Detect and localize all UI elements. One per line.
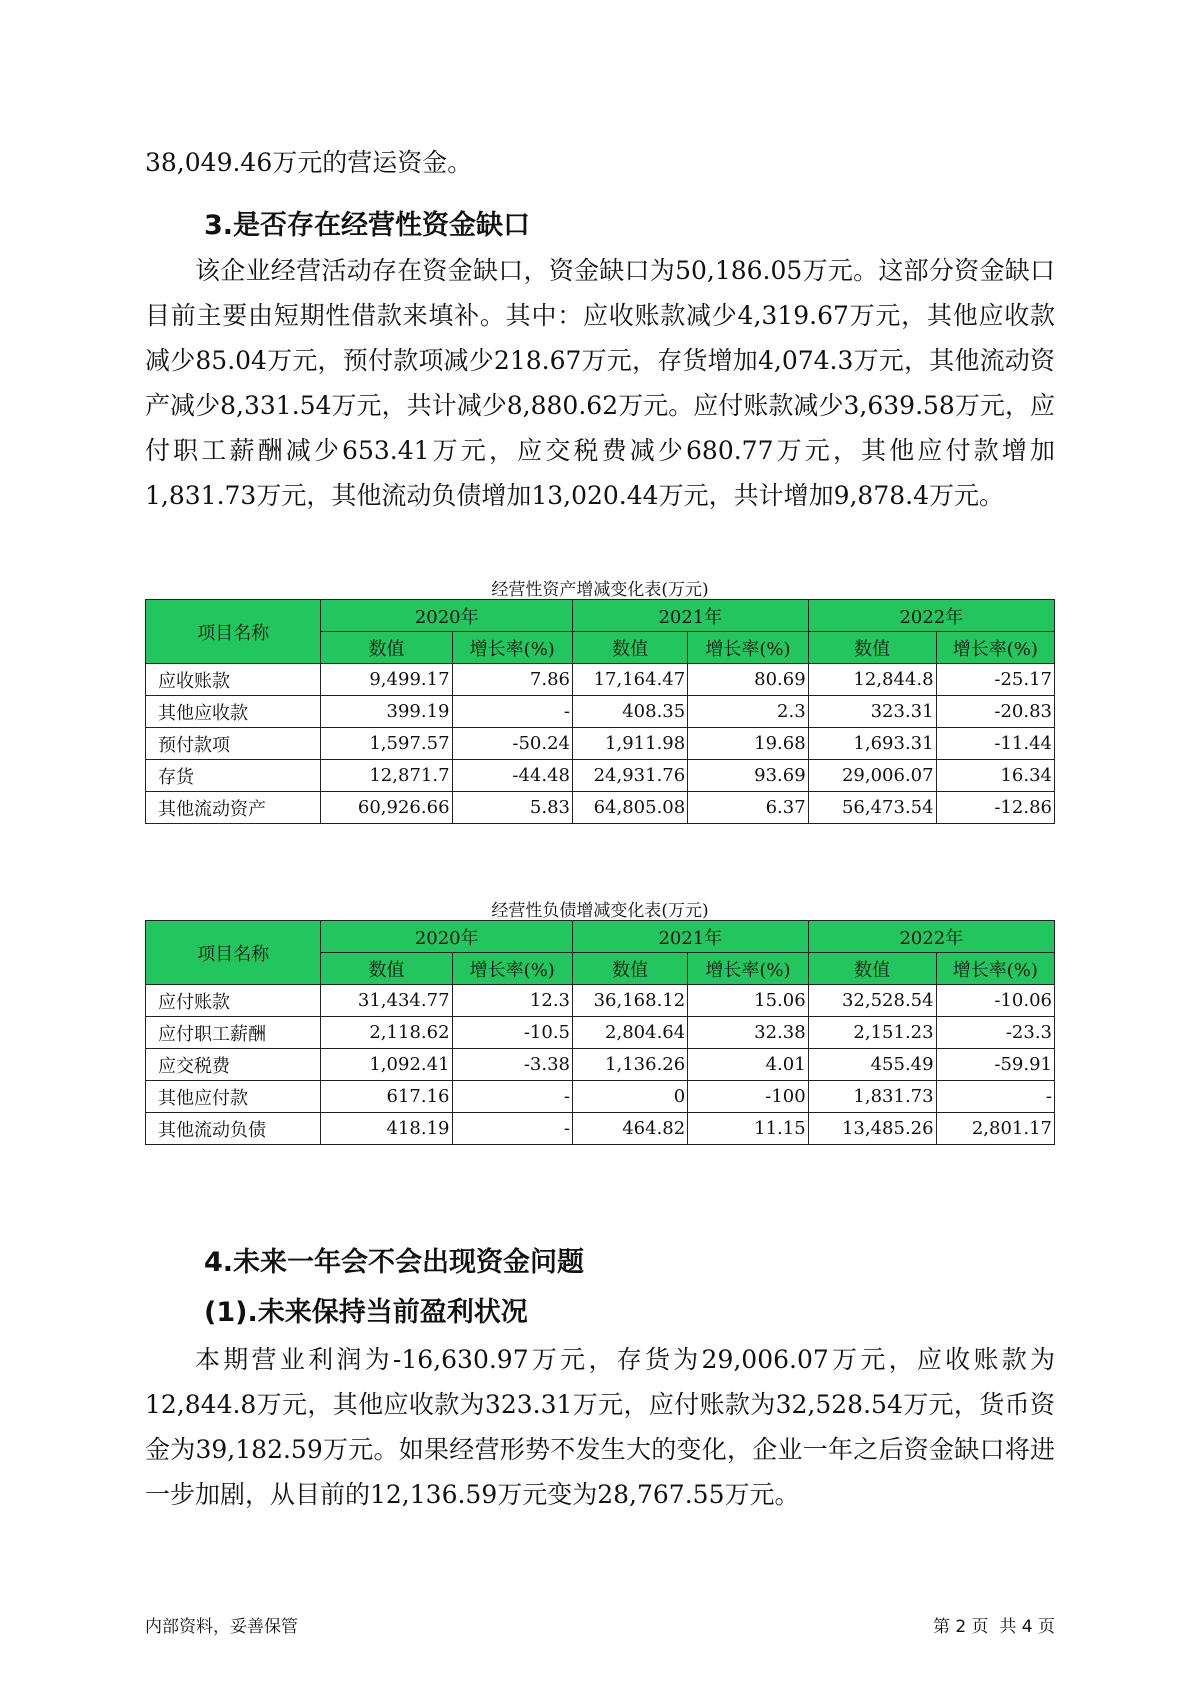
row-name: 存货	[146, 760, 321, 792]
paragraph-future-projection: 本期营业利润为-16,630.97万元，存货为29,006.07万元，应收账款为12,844.8万元，其他应收款为323.31万元，应付账款为32,528.54万元，货币资金为39,182.59万元。如果经营形势不发生大的变化，企业一年之后资金缺口将进一步加剧，从目前的12,136.59万元变为28,767.55万元。	[145, 1345, 1055, 1509]
cell-growth: -12.86	[936, 792, 1054, 824]
cell-growth: -	[452, 1081, 572, 1113]
cell-value: 32,528.54	[808, 985, 936, 1017]
row-name: 应收账款	[146, 664, 321, 696]
cell-growth: 19.68	[688, 728, 808, 760]
paragraph-working-capital: 38,049.46万元的营运资金。	[145, 148, 473, 177]
header-growth: 增长率(%)	[688, 632, 808, 664]
table-row	[146, 760, 1055, 792]
cell-value: 9,499.17	[321, 664, 452, 696]
cell-value: 1,831.73	[808, 1081, 936, 1113]
cell-value: 2,151.23	[808, 1017, 936, 1049]
cell-growth: 2.3	[688, 696, 808, 728]
heading-current-profit: (1).未来保持当前盈利状况	[204, 1297, 528, 1328]
table-row	[146, 1017, 1055, 1049]
row-name: 应付职工薪酬	[146, 1017, 321, 1049]
cell-value: 1,597.57	[321, 728, 452, 760]
table-row	[146, 792, 1055, 824]
table-row	[146, 1081, 1055, 1113]
header-value: 数值	[808, 953, 936, 985]
cell-growth: -23.3	[936, 1017, 1054, 1049]
header-growth: 增长率(%)	[688, 953, 808, 985]
header-growth: 增长率(%)	[936, 953, 1054, 985]
operating-assets-table	[145, 599, 1055, 824]
cell-growth: -	[452, 696, 572, 728]
cell-growth: 2,801.17	[936, 1113, 1054, 1145]
header-value: 数值	[573, 632, 688, 664]
table-row	[146, 728, 1055, 760]
cell-value: 31,434.77	[321, 985, 452, 1017]
cell-value: 2,804.64	[573, 1017, 688, 1049]
table-row	[146, 985, 1055, 1017]
row-name: 其他应付款	[146, 1081, 321, 1113]
cell-growth: -11.44	[936, 728, 1054, 760]
cell-value: 56,473.54	[808, 792, 936, 824]
header-item-name: 项目名称	[146, 600, 321, 664]
footer-confidential: 内部资料，妥善保管	[145, 1617, 298, 1637]
cell-value: 617.16	[321, 1081, 452, 1113]
cell-value: 17,164.47	[573, 664, 688, 696]
cell-growth: -10.06	[936, 985, 1054, 1017]
row-name: 应付账款	[146, 985, 321, 1017]
table-row	[146, 1049, 1055, 1081]
header-year-2021: 2021年	[573, 600, 809, 632]
cell-growth: 4.01	[688, 1049, 808, 1081]
cell-value: 1,092.41	[321, 1049, 452, 1081]
operating-liabilities-table	[145, 920, 1055, 1145]
table-header-row	[146, 921, 1055, 953]
header-year-2021: 2021年	[573, 921, 809, 953]
cell-value: 36,168.12	[573, 985, 688, 1017]
cell-value: 399.19	[321, 696, 452, 728]
cell-growth: -3.38	[452, 1049, 572, 1081]
table-caption-liabilities: 经营性负债增减变化表(万元)	[491, 901, 709, 921]
header-year-2020: 2020年	[321, 600, 573, 632]
footer-page-number: 第 2 页 共 4 页	[932, 1617, 1055, 1637]
cell-value: 455.49	[808, 1049, 936, 1081]
table-header-row	[146, 600, 1055, 632]
cell-value: 464.82	[573, 1113, 688, 1145]
cell-growth: 15.06	[688, 985, 808, 1017]
cell-growth: 16.34	[936, 760, 1054, 792]
header-value: 数值	[573, 953, 688, 985]
header-growth: 增长率(%)	[452, 632, 572, 664]
cell-value: 408.35	[573, 696, 688, 728]
cell-growth: -10.5	[452, 1017, 572, 1049]
header-year-2022: 2022年	[808, 600, 1054, 632]
cell-value: 418.19	[321, 1113, 452, 1145]
cell-growth: 80.69	[688, 664, 808, 696]
cell-growth: 32.38	[688, 1017, 808, 1049]
cell-growth: -25.17	[936, 664, 1054, 696]
row-name: 应交税费	[146, 1049, 321, 1081]
cell-value: 0	[573, 1081, 688, 1113]
cell-growth: -59.91	[936, 1049, 1054, 1081]
header-growth: 增长率(%)	[452, 953, 572, 985]
paragraph-funding-gap: 该企业经营活动存在资金缺口，资金缺口为50,186.05万元。这部分资金缺口目前主要由短期性借款来填补。其中：应收账款减少4,319.67万元，其他应收款减少85.04万元，预付款项减少218.67万元，存货增加4,074.3万元，其他流动资产减少8,331.54万元，共计减少8,880.62万元。应付账款减少3,639.58万元，应付职工薪酬减少653.41万元，应交税费减少680.77万元，其他应付款增加1,831.73万元，其他流动负债增加13,020.44万元，共计增加9,878.4万元。	[145, 256, 1055, 510]
row-name: 其他应收款	[146, 696, 321, 728]
cell-growth: -20.83	[936, 696, 1054, 728]
heading-future-funding: 4.未来一年会不会出现资金问题	[204, 1247, 585, 1278]
cell-value: 323.31	[808, 696, 936, 728]
cell-growth: 12.3	[452, 985, 572, 1017]
cell-value: 24,931.76	[573, 760, 688, 792]
header-year-2020: 2020年	[321, 921, 573, 953]
row-name: 其他流动负债	[146, 1113, 321, 1145]
header-value: 数值	[321, 953, 452, 985]
cell-value: 29,006.07	[808, 760, 936, 792]
cell-value: 2,118.62	[321, 1017, 452, 1049]
table-row	[146, 1113, 1055, 1145]
row-name: 其他流动资产	[146, 792, 321, 824]
cell-value: 1,136.26	[573, 1049, 688, 1081]
cell-growth: -50.24	[452, 728, 572, 760]
header-year-2022: 2022年	[808, 921, 1054, 953]
cell-growth: -44.48	[452, 760, 572, 792]
cell-growth: 11.15	[688, 1113, 808, 1145]
header-growth: 增长率(%)	[936, 632, 1054, 664]
header-item-name: 项目名称	[146, 921, 321, 985]
cell-value: 1,693.31	[808, 728, 936, 760]
table-row	[146, 664, 1055, 696]
cell-growth: -100	[688, 1081, 808, 1113]
table-row	[146, 696, 1055, 728]
cell-growth: 5.83	[452, 792, 572, 824]
header-value: 数值	[321, 632, 452, 664]
heading-funding-gap: 3.是否存在经营性资金缺口	[204, 210, 531, 241]
cell-value: 12,871.7	[321, 760, 452, 792]
cell-growth: 6.37	[688, 792, 808, 824]
cell-growth: 93.69	[688, 760, 808, 792]
row-name: 预付款项	[146, 728, 321, 760]
cell-growth: 7.86	[452, 664, 572, 696]
cell-value: 12,844.8	[808, 664, 936, 696]
cell-value: 1,911.98	[573, 728, 688, 760]
header-value: 数值	[808, 632, 936, 664]
cell-growth: -	[452, 1113, 572, 1145]
cell-value: 60,926.66	[321, 792, 452, 824]
cell-value: 64,805.08	[573, 792, 688, 824]
cell-growth: -	[936, 1081, 1054, 1113]
cell-value: 13,485.26	[808, 1113, 936, 1145]
table-caption-assets: 经营性资产增减变化表(万元)	[491, 580, 709, 600]
